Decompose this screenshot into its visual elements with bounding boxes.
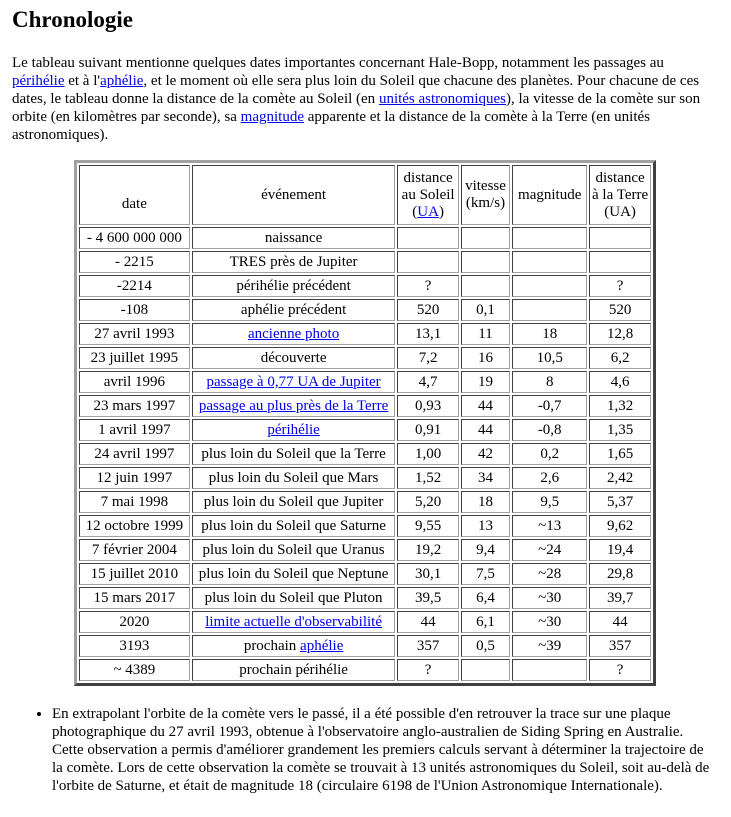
- cell-magnitude: 10,5: [512, 347, 587, 369]
- cell-event: [192, 323, 396, 345]
- cell-magnitude: [512, 227, 587, 249]
- cell-magnitude: 0,2: [512, 443, 587, 465]
- header-dist-earth-line1: distance: [595, 169, 645, 186]
- header-dist-earth: [589, 165, 651, 225]
- table-row: [79, 323, 651, 345]
- table-row: [79, 563, 651, 585]
- cell-event: découverte: [192, 347, 396, 369]
- cell-dist-sun: 9,55: [397, 515, 458, 537]
- cell-magnitude: ~28: [512, 563, 587, 585]
- cell-event: plus loin du Soleil que Neptune: [192, 563, 396, 585]
- intro-text: apparente et la distance de la comète à la Terre (en unités astronomiques).: [12, 109, 650, 143]
- cell-event-text: prochain: [243, 638, 301, 654]
- cell-event-link[interactable]: passage au plus près de la Terre: [198, 398, 389, 414]
- table-row: [79, 275, 651, 297]
- cell-event-link[interactable]: ancienne photo: [247, 326, 340, 342]
- cell-date: - 4 600 000 000: [79, 227, 190, 249]
- table-row: [79, 587, 651, 609]
- cell-magnitude: ~13: [512, 515, 587, 537]
- cell-date: 7 février 2004: [79, 539, 190, 561]
- cell-speed: 9,4: [461, 539, 510, 561]
- cell-date: 1 avril 1997: [79, 419, 190, 441]
- cell-date: 27 avril 1993: [79, 323, 190, 345]
- cell-magnitude: [512, 275, 587, 297]
- table-row: [79, 251, 651, 273]
- list-item: • En extrapolant l'orbite de la comète vers le passé, il a été possible d'en retrouver la trace sur une plaque photographique du 27 avril 1993, obtenue à l'observatoire anglo-australien de Siding Spring en Australie. Cette observation a permis d'améliorer grandement les premiers calculs servant à déterminer la trajectoire de la comète. Lors de cette observation la comète se trouvait à 13 unités astronomiques du Soleil, soit au-delà de l'orbite de Saturne, et était de magnitude 18 (circulaire 6198 de l'Union Astronomique Internationale).: [52, 705, 717, 795]
- cell-event-link[interactable]: passage à 0,77 UA de Jupiter: [206, 374, 381, 390]
- chronology-table: [77, 163, 653, 683]
- cell-date: 3193: [79, 635, 190, 657]
- cell-dist-sun: 13,1: [397, 323, 458, 345]
- cell-dist-earth: 357: [589, 635, 651, 657]
- cell-event: périhélie précédent: [192, 275, 396, 297]
- aphelie-link[interactable]: aphélie: [100, 73, 144, 89]
- page-title: Chronologie: [12, 7, 133, 32]
- header-dist-sun-line2: au Soleil: [401, 186, 455, 203]
- cell-dist-sun: ?: [397, 275, 458, 297]
- cell-magnitude: 9,5: [512, 491, 587, 513]
- cell-speed: 7,5: [461, 563, 510, 585]
- table-row: [79, 395, 651, 417]
- cell-dist-sun: 1,00: [397, 443, 458, 465]
- cell-speed: 44: [461, 419, 510, 441]
- cell-event-link[interactable]: limite actuelle d'observabilité: [205, 614, 382, 630]
- chronology-table-frame: [74, 160, 656, 686]
- cell-speed: [461, 275, 510, 297]
- table-row: [79, 371, 651, 393]
- cell-dist-sun: 19,2: [397, 539, 458, 561]
- cell-speed: [461, 659, 510, 681]
- cell-dist-sun: 357: [397, 635, 458, 657]
- ua-link[interactable]: UA: [417, 203, 439, 220]
- cell-dist-earth: 520: [589, 299, 651, 321]
- cell-magnitude: ~24: [512, 539, 587, 561]
- table-row: [79, 515, 651, 537]
- cell-dist-sun: 30,1: [397, 563, 458, 585]
- cell-dist-sun: 1,52: [397, 467, 458, 489]
- cell-dist-earth: 29,8: [589, 563, 651, 585]
- cell-speed: 42: [461, 443, 510, 465]
- table-row: [79, 539, 651, 561]
- cell-dist-earth: 6,2: [589, 347, 651, 369]
- cell-date: 12 juin 1997: [79, 467, 190, 489]
- header-dist-sun: distance au Soleil (UA): [397, 165, 458, 225]
- cell-event: plus loin du Soleil que Pluton: [192, 587, 396, 609]
- cell-date: avril 1996: [79, 371, 190, 393]
- cell-date: 15 mars 2017: [79, 587, 190, 609]
- cell-magnitude: ~39: [512, 635, 587, 657]
- cell-speed: 11: [461, 323, 510, 345]
- cell-dist-earth: 19,4: [589, 539, 651, 561]
- cell-event: plus loin du Soleil que Uranus: [192, 539, 396, 561]
- intro-text: ), la vitesse de la comète sur son orbite (en kilomètres par seconde), sa: [12, 91, 701, 125]
- cell-dist-earth: 4,6: [589, 371, 651, 393]
- header-dist-sun-line1: distance: [403, 169, 453, 186]
- cell-dist-sun: 0,91: [397, 419, 458, 441]
- cell-speed: 34: [461, 467, 510, 489]
- cell-event: prochain périhélie: [192, 659, 396, 681]
- cell-event: [192, 419, 396, 441]
- table-row: [79, 347, 651, 369]
- cell-dist-sun: [397, 251, 458, 273]
- table-row: [79, 299, 651, 321]
- cell-dist-earth: 44: [589, 611, 651, 633]
- cell-date: -108: [79, 299, 190, 321]
- cell-event: [192, 395, 396, 417]
- cell-dist-earth: 5,37: [589, 491, 651, 513]
- header-date: date: [79, 165, 190, 225]
- cell-dist-earth: ?: [589, 659, 651, 681]
- cell-magnitude: [512, 299, 587, 321]
- table-row: [79, 419, 651, 441]
- magnitude-link[interactable]: magnitude: [240, 109, 304, 125]
- cell-dist-sun: 0,93: [397, 395, 458, 417]
- cell-date: 24 avril 1997: [79, 443, 190, 465]
- cell-speed: 16: [461, 347, 510, 369]
- intro-text: et à l': [64, 73, 101, 89]
- unites-astronomiques-link[interactable]: unités astronomiques: [378, 91, 507, 107]
- notes-list: [12, 705, 717, 795]
- header-magnitude: magnitude: [512, 165, 587, 225]
- table-row: [79, 611, 651, 633]
- cell-magnitude: -0,8: [512, 419, 587, 441]
- cell-dist-earth: 9,62: [589, 515, 651, 537]
- cell-dist-earth: 1,35: [589, 419, 651, 441]
- cell-dist-sun: ?: [397, 659, 458, 681]
- cell-dist-sun: 44: [397, 611, 458, 633]
- cell-dist-earth: ?: [589, 275, 651, 297]
- cell-event-link[interactable]: aphélie: [300, 638, 344, 654]
- cell-event: plus loin du Soleil que Mars: [192, 467, 396, 489]
- cell-magnitude: 8: [512, 371, 587, 393]
- cell-date: 23 juillet 1995: [79, 347, 190, 369]
- cell-dist-sun: 520: [397, 299, 458, 321]
- table-row: [79, 467, 651, 489]
- table-header-row: [79, 165, 651, 225]
- cell-dist-earth: 1,32: [589, 395, 651, 417]
- intro-text: , et le moment où elle sera plus loin du Soleil que chacune des planètes. Pour chacune de ces dates, le tableau donne la distance de la comète au Soleil (en: [12, 73, 700, 107]
- cell-date: ~ 4389: [79, 659, 190, 681]
- header-speed-line2: (km/s): [465, 195, 506, 211]
- cell-dist-sun: [397, 227, 458, 249]
- cell-event-link[interactable]: périhélie: [267, 422, 320, 438]
- cell-date: 12 octobre 1999: [79, 515, 190, 537]
- cell-dist-earth: 2,42: [589, 467, 651, 489]
- cell-speed: 0,1: [461, 299, 510, 321]
- cell-speed: 19: [461, 371, 510, 393]
- cell-event: plus loin du Soleil que Jupiter: [192, 491, 396, 513]
- header-speed-line1: vitesse: [465, 178, 506, 194]
- cell-magnitude: -0,7: [512, 395, 587, 417]
- cell-speed: [461, 227, 510, 249]
- cell-dist-sun: 5,20: [397, 491, 458, 513]
- table-row: [79, 635, 651, 657]
- cell-event: [192, 635, 396, 657]
- cell-magnitude: 2,6: [512, 467, 587, 489]
- cell-date: -2214: [79, 275, 190, 297]
- cell-event: naissance: [192, 227, 396, 249]
- perihelie-link[interactable]: périhélie: [12, 73, 65, 89]
- table-row: [79, 443, 651, 465]
- cell-speed: 0,5: [461, 635, 510, 657]
- cell-event: plus loin du Soleil que la Terre: [192, 443, 396, 465]
- cell-speed: [461, 251, 510, 273]
- cell-dist-earth: 12,8: [589, 323, 651, 345]
- cell-dist-earth: 39,7: [589, 587, 651, 609]
- cell-date: 15 juillet 2010: [79, 563, 190, 585]
- cell-event: [192, 371, 396, 393]
- cell-event: aphélie précédent: [192, 299, 396, 321]
- header-event: événement: [192, 165, 396, 225]
- cell-event: TRES près de Jupiter: [192, 251, 396, 273]
- intro-text: Le tableau suivant mentionne quelques dates importantes concernant Hale-Bopp, notamment les passages au: [12, 55, 664, 71]
- intro-paragraph: [12, 54, 717, 144]
- header-dist-earth-line2: à la Terre: [592, 186, 649, 203]
- cell-dist-earth: [589, 251, 651, 273]
- cell-magnitude: [512, 251, 587, 273]
- cell-speed: 6,4: [461, 587, 510, 609]
- cell-event: [192, 611, 396, 633]
- cell-date: - 2215: [79, 251, 190, 273]
- table-row: [79, 659, 651, 681]
- cell-speed: 13: [461, 515, 510, 537]
- table-row: [79, 227, 651, 249]
- cell-dist-earth: [589, 227, 651, 249]
- header-dist-earth-line3: (UA): [604, 203, 636, 220]
- cell-magnitude: 18: [512, 323, 587, 345]
- cell-speed: 6,1: [461, 611, 510, 633]
- cell-date: 23 mars 1997: [79, 395, 190, 417]
- cell-magnitude: ~30: [512, 587, 587, 609]
- cell-speed: 44: [461, 395, 510, 417]
- cell-event: plus loin du Soleil que Saturne: [192, 515, 396, 537]
- cell-dist-sun: 4,7: [397, 371, 458, 393]
- cell-date: 7 mai 1998: [79, 491, 190, 513]
- cell-dist-sun: 39,5: [397, 587, 458, 609]
- cell-date: 2020: [79, 611, 190, 633]
- cell-dist-earth: 1,65: [589, 443, 651, 465]
- cell-magnitude: [512, 659, 587, 681]
- cell-speed: 18: [461, 491, 510, 513]
- cell-magnitude: ~30: [512, 611, 587, 633]
- cell-dist-sun: 7,2: [397, 347, 458, 369]
- table-row: [79, 491, 651, 513]
- header-speed: [461, 165, 510, 225]
